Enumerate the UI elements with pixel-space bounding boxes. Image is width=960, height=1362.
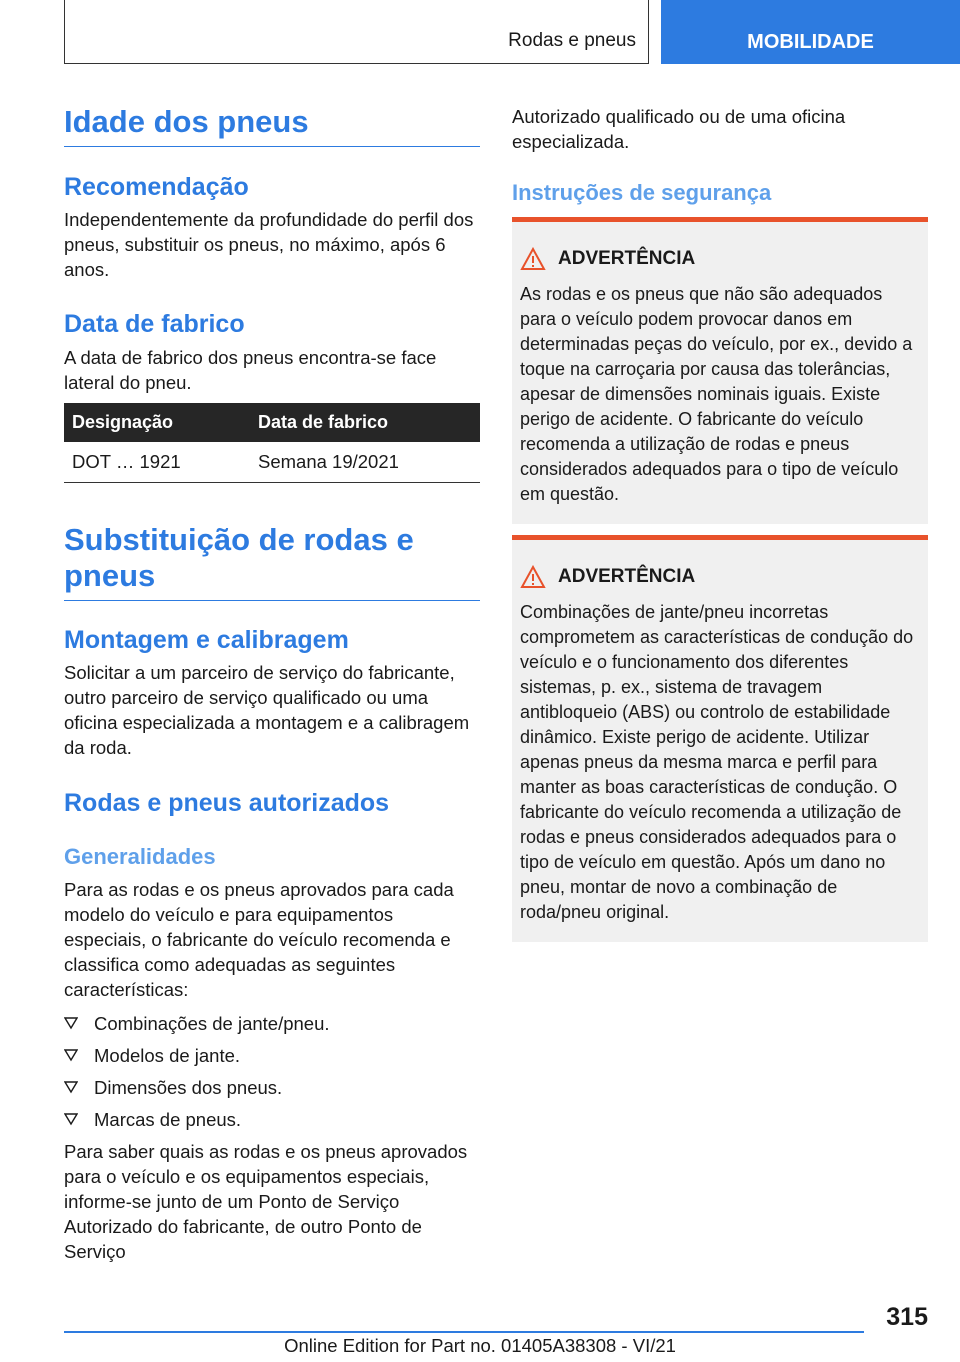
warning-text: As rodas e os pneus que não são adequados para o veículo podem provocar danos em determinadas peças do veículo, por ex., devido a toque na carroçaria por causa das tolerâncias, apesar de dimensões nominais iguais. Existe perigo de acidente. O fabricante do veículo recomenda a utilização de rodas e pneus considerados adequados para o tipo de veículo em questão. xyxy=(520,284,913,504)
list-item-text: Dimensões dos pneus. xyxy=(94,1077,283,1098)
paragraph-recommendation: Independentemente da profundidade do perfil dos pneus, substituir os pneus, no máximo, após 6 anos. xyxy=(64,209,474,280)
header-chapter-tab[interactable]: MOBILIDADE xyxy=(661,0,960,64)
warning-text: Combinações de jante/pneu incorretas comprometem as características de condução do veículo e o funcionamento dos diferentes sistemas, p. ex., sistema de travagem antibloqueio (ABS) ou controlo de estabilidade dinâmico. Existe perigo de acidente. Utilizar apenas pneus da mesma marca e perfil para manter as boas características de condução. O fabricante do veículo recomenda a utilização de rodas e pneus considerados adequados para o tipo de veículo em questão. Após um dano no pneu, montar de novo a combinação de roda/pneu original. xyxy=(520,602,914,922)
heading-manufacture-date: Data de fabrico xyxy=(64,310,245,338)
heading-safety: Instruções de segurança xyxy=(512,180,772,205)
footer-divider xyxy=(64,1331,864,1333)
manufacture-date-table xyxy=(64,403,480,483)
heading-mounting: Montagem e calibragem xyxy=(64,626,349,654)
characteristics-list xyxy=(64,1011,480,1139)
paragraph-info: Para saber quais as rodas e os pneus aprovados para o veículo e os equipamentos especiais, informe-se junto de um Ponto de Serviço Autorizado do fabricante, de outro Ponto de Serviço xyxy=(64,1141,468,1262)
warning-box xyxy=(512,217,928,524)
list-item xyxy=(64,1043,480,1075)
table-row xyxy=(64,442,480,483)
heading-general: Generalidades xyxy=(64,844,216,869)
triangle-bullet-icon xyxy=(64,1080,78,1094)
warning-triangle-icon xyxy=(520,565,546,589)
table-header-row xyxy=(64,403,480,442)
triangle-bullet-icon xyxy=(64,1048,78,1062)
warning-title: ADVERTÊNCIA xyxy=(558,566,696,587)
warning-triangle-icon xyxy=(520,247,546,271)
warning-box xyxy=(512,535,928,942)
paragraph-manufacture-date: A data de fabrico dos pneus encontra-se face lateral do pneu. xyxy=(64,347,437,393)
heading-authorized: Rodas e pneus autorizados xyxy=(64,789,390,817)
table-header-designation: Designação xyxy=(64,403,250,442)
heading-replacement: Substituição de rodas e pneus xyxy=(64,522,480,601)
list-item-text: Marcas de pneus. xyxy=(94,1109,242,1130)
list-item-text: Modelos de jante. xyxy=(94,1045,241,1066)
table-header-date: Data de fabrico xyxy=(250,403,480,442)
list-item xyxy=(64,1075,480,1107)
list-item xyxy=(64,1107,480,1139)
triangle-bullet-icon xyxy=(64,1016,78,1030)
heading-recommendation: Recomendação xyxy=(64,173,249,201)
warning-title: ADVERTÊNCIA xyxy=(558,248,696,269)
page-number: 315 xyxy=(886,1303,928,1331)
paragraph-general: Para as rodas e os pneus aprovados para cada modelo do veículo e para equipamentos especiais, o fabricante do veículo recomenda e classifica como adequadas as seguintes características: xyxy=(64,879,454,1000)
table-cell: Semana 19/2021 xyxy=(250,442,480,483)
list-item xyxy=(64,1011,480,1043)
paragraph-mounting: Solicitar a um parceiro de serviço do fabricante, outro parceiro de serviço qualificado ou uma oficina especializada a montagem e a calibragem da roda. xyxy=(64,662,470,758)
heading-tire-age: Idade dos pneus xyxy=(64,104,480,147)
footer-edition: Online Edition for Part no. 01405A38308 - VI/21 xyxy=(284,1335,676,1356)
paragraph-continuation: Autorizado qualificado ou de uma oficina especializada. xyxy=(512,106,846,152)
header-section-title: Rodas e pneus xyxy=(508,30,636,51)
list-item-text: Combinações de jante/pneu. xyxy=(94,1013,330,1034)
triangle-bullet-icon xyxy=(64,1112,78,1126)
table-cell: DOT … 1921 xyxy=(64,442,250,483)
